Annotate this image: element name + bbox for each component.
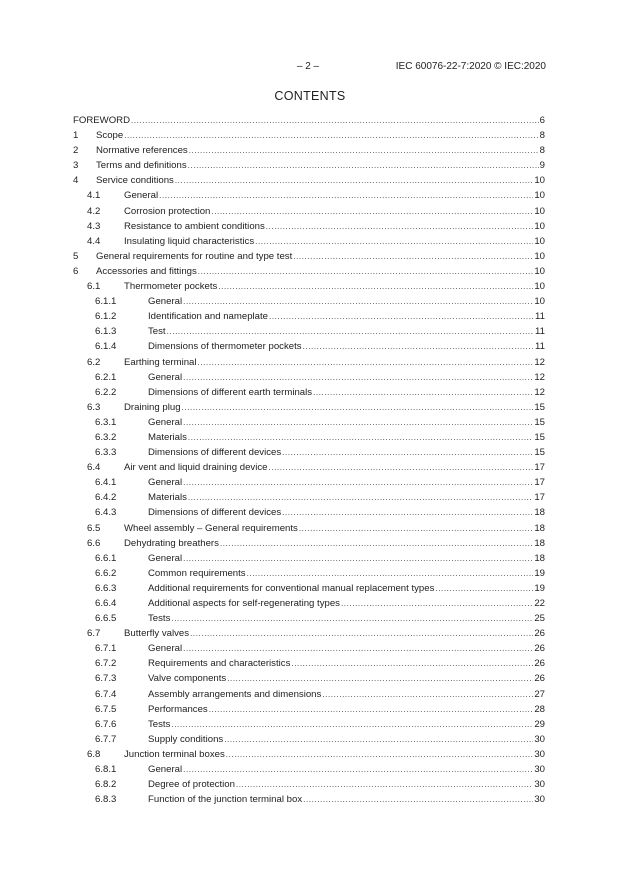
toc-row[interactable]	[73, 445, 545, 460]
toc-entry	[148, 339, 545, 354]
toc-entry	[124, 747, 545, 762]
toc-entry	[73, 113, 545, 128]
toc-section-number: 4.2	[87, 205, 101, 217]
toc-entry	[148, 581, 545, 596]
toc-row[interactable]	[73, 370, 545, 385]
toc-entry	[148, 777, 545, 792]
toc-entry	[148, 732, 545, 747]
document-reference: IEC 60076-22-7:2020 © IEC:2020	[395, 61, 546, 72]
toc-row[interactable]	[73, 717, 545, 732]
dot-leader	[182, 400, 534, 415]
toc-section-number: 3	[73, 160, 79, 172]
toc-title[interactable]: General	[148, 294, 183, 309]
toc-title[interactable]: Tests	[148, 611, 171, 626]
toc-row[interactable]	[73, 687, 545, 702]
toc-section-number: 1	[73, 130, 79, 142]
toc-section-number: 6.6.2	[95, 567, 117, 579]
toc-section-number: 4	[73, 175, 79, 187]
toc-row[interactable]	[73, 400, 545, 415]
toc-entry	[148, 505, 545, 520]
toc-entry	[148, 687, 545, 702]
toc-title[interactable]: Wheel assembly – General requirements	[124, 521, 299, 536]
toc-row[interactable]	[73, 143, 545, 158]
toc-title[interactable]: Additional requirements for conventional manual replacement types	[148, 581, 435, 596]
toc-section-number: 5	[73, 250, 79, 262]
dot-leader	[282, 505, 533, 520]
table-of-contents	[73, 113, 545, 807]
toc-title[interactable]: Valve components	[148, 671, 227, 686]
toc-title[interactable]: General	[148, 415, 183, 430]
toc-row[interactable]	[73, 355, 545, 370]
toc-entry	[148, 294, 545, 309]
toc-row[interactable]	[73, 656, 545, 671]
toc-page-number: 15	[534, 447, 545, 459]
toc-title[interactable]: General requirements for routine and type test	[96, 249, 293, 264]
toc-row[interactable]	[73, 294, 545, 309]
toc-title[interactable]: Supply conditions	[148, 732, 224, 747]
toc-entry	[148, 445, 545, 460]
toc-section-number: 6.7.6	[95, 718, 117, 730]
toc-section-number: 6.8.3	[95, 794, 117, 806]
toc-page-number: 10	[534, 235, 545, 247]
dot-leader	[313, 385, 533, 400]
toc-page-number: 12	[534, 371, 545, 383]
dot-leader	[227, 671, 533, 686]
toc-title[interactable]: FOREWORD	[73, 113, 131, 128]
toc-page-number: 18	[534, 507, 545, 519]
toc-title[interactable]: General	[148, 551, 183, 566]
toc-title[interactable]: Corrosion protection	[124, 204, 211, 219]
toc-section-number: 6.6.5	[95, 613, 117, 625]
toc-section-number: 6.5	[87, 522, 101, 534]
dot-leader	[218, 279, 533, 294]
dot-leader	[226, 747, 534, 762]
toc-section-number: 6.6.4	[95, 598, 117, 609]
toc-title[interactable]: Dimensions of different devices	[148, 445, 282, 460]
toc-page-number: 30	[534, 764, 545, 776]
dot-leader	[183, 370, 533, 385]
toc-page-number: 26	[534, 658, 545, 670]
dot-leader	[183, 415, 533, 430]
toc-section-number: 6.8	[87, 748, 101, 760]
dot-leader	[124, 128, 538, 143]
dot-leader	[220, 536, 533, 551]
toc-page-number: 17	[534, 477, 545, 489]
toc-row[interactable]	[73, 204, 545, 219]
toc-page-number: 30	[534, 779, 545, 791]
toc-title[interactable]: Tests	[148, 717, 171, 732]
toc-row[interactable]	[73, 460, 545, 475]
toc-entry	[148, 596, 545, 611]
toc-entry	[148, 792, 545, 807]
toc-entry	[124, 279, 545, 294]
toc-row[interactable]	[73, 430, 545, 445]
toc-page-number: 10	[534, 250, 545, 262]
toc-row[interactable]	[73, 219, 545, 234]
toc-entry	[124, 204, 545, 219]
toc-page-number: 17	[534, 462, 545, 474]
toc-title[interactable]: Resistance to ambient conditions	[124, 219, 266, 234]
toc-page-number: 12	[534, 386, 545, 398]
toc-entry	[148, 309, 545, 324]
toc-entry	[148, 702, 545, 717]
toc-section-number: 6.8.1	[95, 764, 117, 776]
toc-page-number: 15	[534, 431, 545, 443]
toc-page-number: 30	[534, 748, 545, 760]
dot-leader	[171, 717, 533, 732]
toc-entry	[148, 415, 545, 430]
toc-entry	[148, 611, 545, 626]
toc-entry	[124, 460, 545, 475]
toc-title[interactable]: Thermometer pockets	[124, 279, 218, 294]
toc-page-number: 11	[535, 341, 545, 353]
toc-title[interactable]: Scope	[96, 128, 124, 143]
toc-entry	[96, 264, 545, 279]
toc-entry	[148, 566, 545, 581]
toc-row[interactable]	[73, 732, 545, 747]
toc-title[interactable]: Earthing terminal	[124, 355, 198, 370]
toc-title[interactable]: General	[148, 370, 183, 385]
toc-page-number: 28	[534, 703, 545, 715]
toc-row[interactable]	[73, 339, 545, 354]
toc-page-number: 19	[534, 567, 545, 579]
toc-section-number: 6.6	[87, 537, 101, 549]
toc-entry	[148, 762, 545, 777]
dot-leader	[188, 490, 533, 505]
page-header	[0, 61, 620, 75]
toc-title[interactable]: Requirements and characteristics	[148, 656, 291, 671]
toc-title[interactable]: Terms and definitions	[96, 158, 188, 173]
toc-title[interactable]: Air vent and liquid draining device	[124, 460, 268, 475]
toc-entry	[96, 249, 545, 264]
dot-leader	[269, 309, 534, 324]
toc-page-number: 26	[534, 628, 545, 640]
toc-row[interactable]	[73, 671, 545, 686]
toc-page-number: 12	[534, 356, 545, 368]
toc-title[interactable]: Dimensions of thermometer pockets	[148, 339, 303, 354]
toc-title[interactable]: Insulating liquid characteristics	[124, 234, 255, 249]
dot-leader	[435, 581, 533, 596]
dot-leader	[303, 339, 534, 354]
toc-entry	[124, 188, 545, 203]
toc-page-number: 19	[534, 582, 545, 594]
toc-page-number: 11	[535, 311, 545, 323]
toc-section-number: 6.8.2	[95, 779, 117, 791]
toc-row[interactable]	[73, 309, 545, 324]
toc-section-number: 6.6.3	[95, 582, 117, 594]
toc-row[interactable]	[73, 415, 545, 430]
dot-leader	[188, 158, 539, 173]
toc-row[interactable]	[73, 128, 545, 143]
dot-leader	[268, 460, 533, 475]
toc-title[interactable]: Materials	[148, 490, 188, 505]
toc-section-number: 2	[73, 145, 79, 157]
toc-row[interactable]	[73, 596, 545, 611]
toc-title[interactable]: Assembly arrangements and dimensions	[148, 687, 322, 702]
toc-entry	[148, 475, 545, 490]
toc-entry	[96, 128, 545, 143]
toc-entry	[148, 671, 545, 686]
toc-entry	[148, 370, 545, 385]
toc-row[interactable]	[73, 279, 545, 294]
toc-row[interactable]	[73, 762, 545, 777]
dot-leader	[282, 445, 533, 460]
dot-leader	[171, 611, 533, 626]
dot-leader	[198, 264, 534, 279]
toc-title[interactable]: General	[148, 475, 183, 490]
toc-row[interactable]	[73, 385, 545, 400]
dot-leader	[189, 143, 539, 158]
toc-entry	[124, 355, 545, 370]
toc-title[interactable]: Dimensions of different earth terminals	[148, 385, 313, 400]
toc-title[interactable]: Additional aspects for self-regenerating types	[148, 596, 341, 611]
toc-section-number: 6.7.3	[95, 673, 117, 685]
toc-section-number: 4.3	[87, 220, 101, 232]
toc-section-number: 6.7.4	[95, 688, 117, 700]
toc-title[interactable]: Function of the junction terminal box	[148, 792, 303, 807]
dot-leader	[190, 626, 533, 641]
dot-leader	[247, 566, 534, 581]
dot-leader	[303, 792, 533, 807]
dot-leader	[183, 294, 533, 309]
toc-page-number: 10	[534, 175, 545, 187]
toc-page-number: 8	[539, 145, 545, 157]
toc-page-number: 26	[534, 673, 545, 685]
dot-leader	[293, 249, 533, 264]
toc-section-number: 6.3.1	[95, 416, 117, 428]
toc-section-number: 6.4	[87, 462, 101, 474]
toc-page-number: 11	[535, 326, 545, 338]
toc-page-number: 25	[534, 613, 545, 625]
toc-page-number: 15	[534, 401, 545, 413]
dot-leader	[266, 219, 534, 234]
toc-entry	[124, 521, 545, 536]
toc-page-number: 18	[534, 537, 545, 549]
toc-page-number: 10	[534, 296, 545, 308]
toc-section-number: 6.7.5	[95, 703, 117, 715]
toc-title[interactable]: Accessories and fittings	[96, 264, 198, 279]
dot-leader	[183, 551, 533, 566]
toc-page-number: 8	[539, 130, 545, 142]
dot-leader	[198, 355, 534, 370]
toc-page-number: 30	[534, 794, 545, 806]
toc-row[interactable]	[73, 702, 545, 717]
toc-section-number: 6.4.3	[95, 507, 117, 519]
toc-entry	[96, 173, 545, 188]
toc-entry	[148, 641, 545, 656]
toc-row[interactable]	[73, 551, 545, 566]
toc-entry	[148, 656, 545, 671]
toc-section-number: 6.7	[87, 628, 101, 640]
toc-title[interactable]: Test	[148, 324, 167, 339]
toc-page-number: 27	[534, 688, 545, 700]
toc-entry	[148, 551, 545, 566]
toc-entry	[148, 717, 545, 732]
toc-section-number: 6.2.2	[95, 386, 117, 398]
toc-title[interactable]: Degree of protection	[148, 777, 236, 792]
dot-leader	[341, 596, 533, 611]
toc-title[interactable]: Draining plug	[124, 400, 182, 415]
toc-row[interactable]	[73, 505, 545, 520]
toc-title[interactable]: Dimensions of different devices	[148, 505, 282, 520]
toc-row[interactable]	[73, 792, 545, 807]
toc-section-number: 6.3.3	[95, 447, 117, 459]
toc-row[interactable]	[73, 113, 545, 128]
contents-title: CONTENTS	[274, 89, 346, 103]
toc-section-number: 6.1.2	[95, 311, 117, 323]
toc-title[interactable]: Performances	[148, 702, 209, 717]
toc-section-number: 6.2	[87, 356, 101, 368]
dot-leader	[211, 204, 533, 219]
toc-title[interactable]: Materials	[148, 430, 188, 445]
toc-page-number: 10	[534, 190, 545, 202]
toc-row[interactable]	[73, 173, 545, 188]
toc-row[interactable]	[73, 234, 545, 249]
dot-leader	[167, 324, 534, 339]
toc-entry	[124, 234, 545, 249]
toc-section-number: 6.4.1	[95, 477, 117, 489]
toc-page-number: 9	[539, 160, 545, 172]
toc-row[interactable]	[73, 264, 545, 279]
toc-title[interactable]: Service conditions	[96, 173, 175, 188]
toc-section-number: 6.1.4	[95, 341, 117, 353]
toc-row[interactable]	[73, 777, 545, 792]
toc-section-number: 4.1	[87, 190, 101, 202]
toc-title[interactable]: Junction terminal boxes	[124, 747, 226, 762]
toc-section-number: 6.1.1	[95, 296, 117, 308]
toc-row[interactable]	[73, 249, 545, 264]
toc-section-number: 6.6.1	[95, 552, 117, 564]
toc-row[interactable]	[73, 490, 545, 505]
toc-title[interactable]: Dehydrating breathers	[124, 536, 220, 551]
toc-title[interactable]: General	[124, 188, 159, 203]
toc-entry	[124, 400, 545, 415]
toc-page-number: 10	[534, 205, 545, 217]
toc-page-number: 18	[534, 552, 545, 564]
toc-row[interactable]	[73, 475, 545, 490]
toc-entry	[96, 143, 545, 158]
toc-row[interactable]	[73, 641, 545, 656]
toc-entry	[148, 385, 545, 400]
dot-leader	[183, 475, 533, 490]
toc-page-number: 10	[534, 281, 545, 293]
toc-section-number: 6.4.2	[95, 492, 117, 504]
toc-title[interactable]: Normative references	[96, 143, 189, 158]
toc-row[interactable]	[73, 188, 545, 203]
toc-page-number: 22	[534, 598, 545, 609]
dot-leader	[255, 234, 533, 249]
toc-section-number: 6.2.1	[95, 371, 117, 383]
toc-section-number: 6.1	[87, 281, 101, 293]
dot-leader	[224, 732, 533, 747]
toc-title[interactable]: General	[148, 762, 183, 777]
dot-leader	[291, 656, 533, 671]
dot-leader	[188, 430, 533, 445]
dot-leader	[209, 702, 534, 717]
toc-section-number: 4.4	[87, 235, 101, 247]
toc-entry	[148, 324, 545, 339]
dot-leader	[183, 641, 533, 656]
toc-title[interactable]: Butterfly valves	[124, 626, 190, 641]
dot-leader	[299, 521, 533, 536]
toc-page-number: 17	[534, 492, 545, 504]
toc-row[interactable]	[73, 324, 545, 339]
dot-leader	[131, 113, 539, 128]
toc-title[interactable]: General	[148, 641, 183, 656]
toc-row[interactable]	[73, 581, 545, 596]
toc-section-number: 6.7.1	[95, 643, 117, 655]
toc-page-number: 10	[534, 265, 545, 277]
page-number: – 2 –	[296, 61, 320, 72]
toc-page-number: 30	[534, 733, 545, 745]
toc-entry	[124, 626, 545, 641]
toc-entry	[124, 536, 545, 551]
dot-leader	[175, 173, 533, 188]
toc-row[interactable]	[73, 626, 545, 641]
dot-leader	[183, 762, 533, 777]
toc-section-number: 6.7.2	[95, 658, 117, 670]
toc-entry	[148, 490, 545, 505]
toc-entry	[148, 430, 545, 445]
toc-entry	[96, 158, 545, 173]
toc-section-number: 6	[73, 265, 79, 277]
toc-section-number: 6.3	[87, 401, 101, 413]
toc-page-number: 10	[534, 220, 545, 232]
toc-page-number: 18	[534, 522, 545, 534]
toc-row[interactable]	[73, 611, 545, 626]
toc-page-number: 6	[539, 115, 545, 126]
dot-leader	[322, 687, 533, 702]
toc-section-number: 6.3.2	[95, 431, 117, 443]
dot-leader	[236, 777, 533, 792]
dot-leader	[159, 188, 533, 203]
toc-section-number: 6.1.3	[95, 326, 117, 338]
toc-page-number: 15	[534, 416, 545, 428]
toc-page-number: 26	[534, 643, 545, 655]
toc-page-number: 29	[534, 718, 545, 730]
toc-row[interactable]	[73, 536, 545, 551]
toc-section-number: 6.7.7	[95, 733, 117, 745]
toc-row[interactable]	[73, 158, 545, 173]
toc-row[interactable]	[73, 521, 545, 536]
toc-row[interactable]	[73, 566, 545, 581]
toc-title[interactable]: Common requirements	[148, 566, 247, 581]
toc-entry	[124, 219, 545, 234]
toc-row[interactable]	[73, 747, 545, 762]
toc-title[interactable]: Identification and nameplate	[148, 309, 269, 324]
